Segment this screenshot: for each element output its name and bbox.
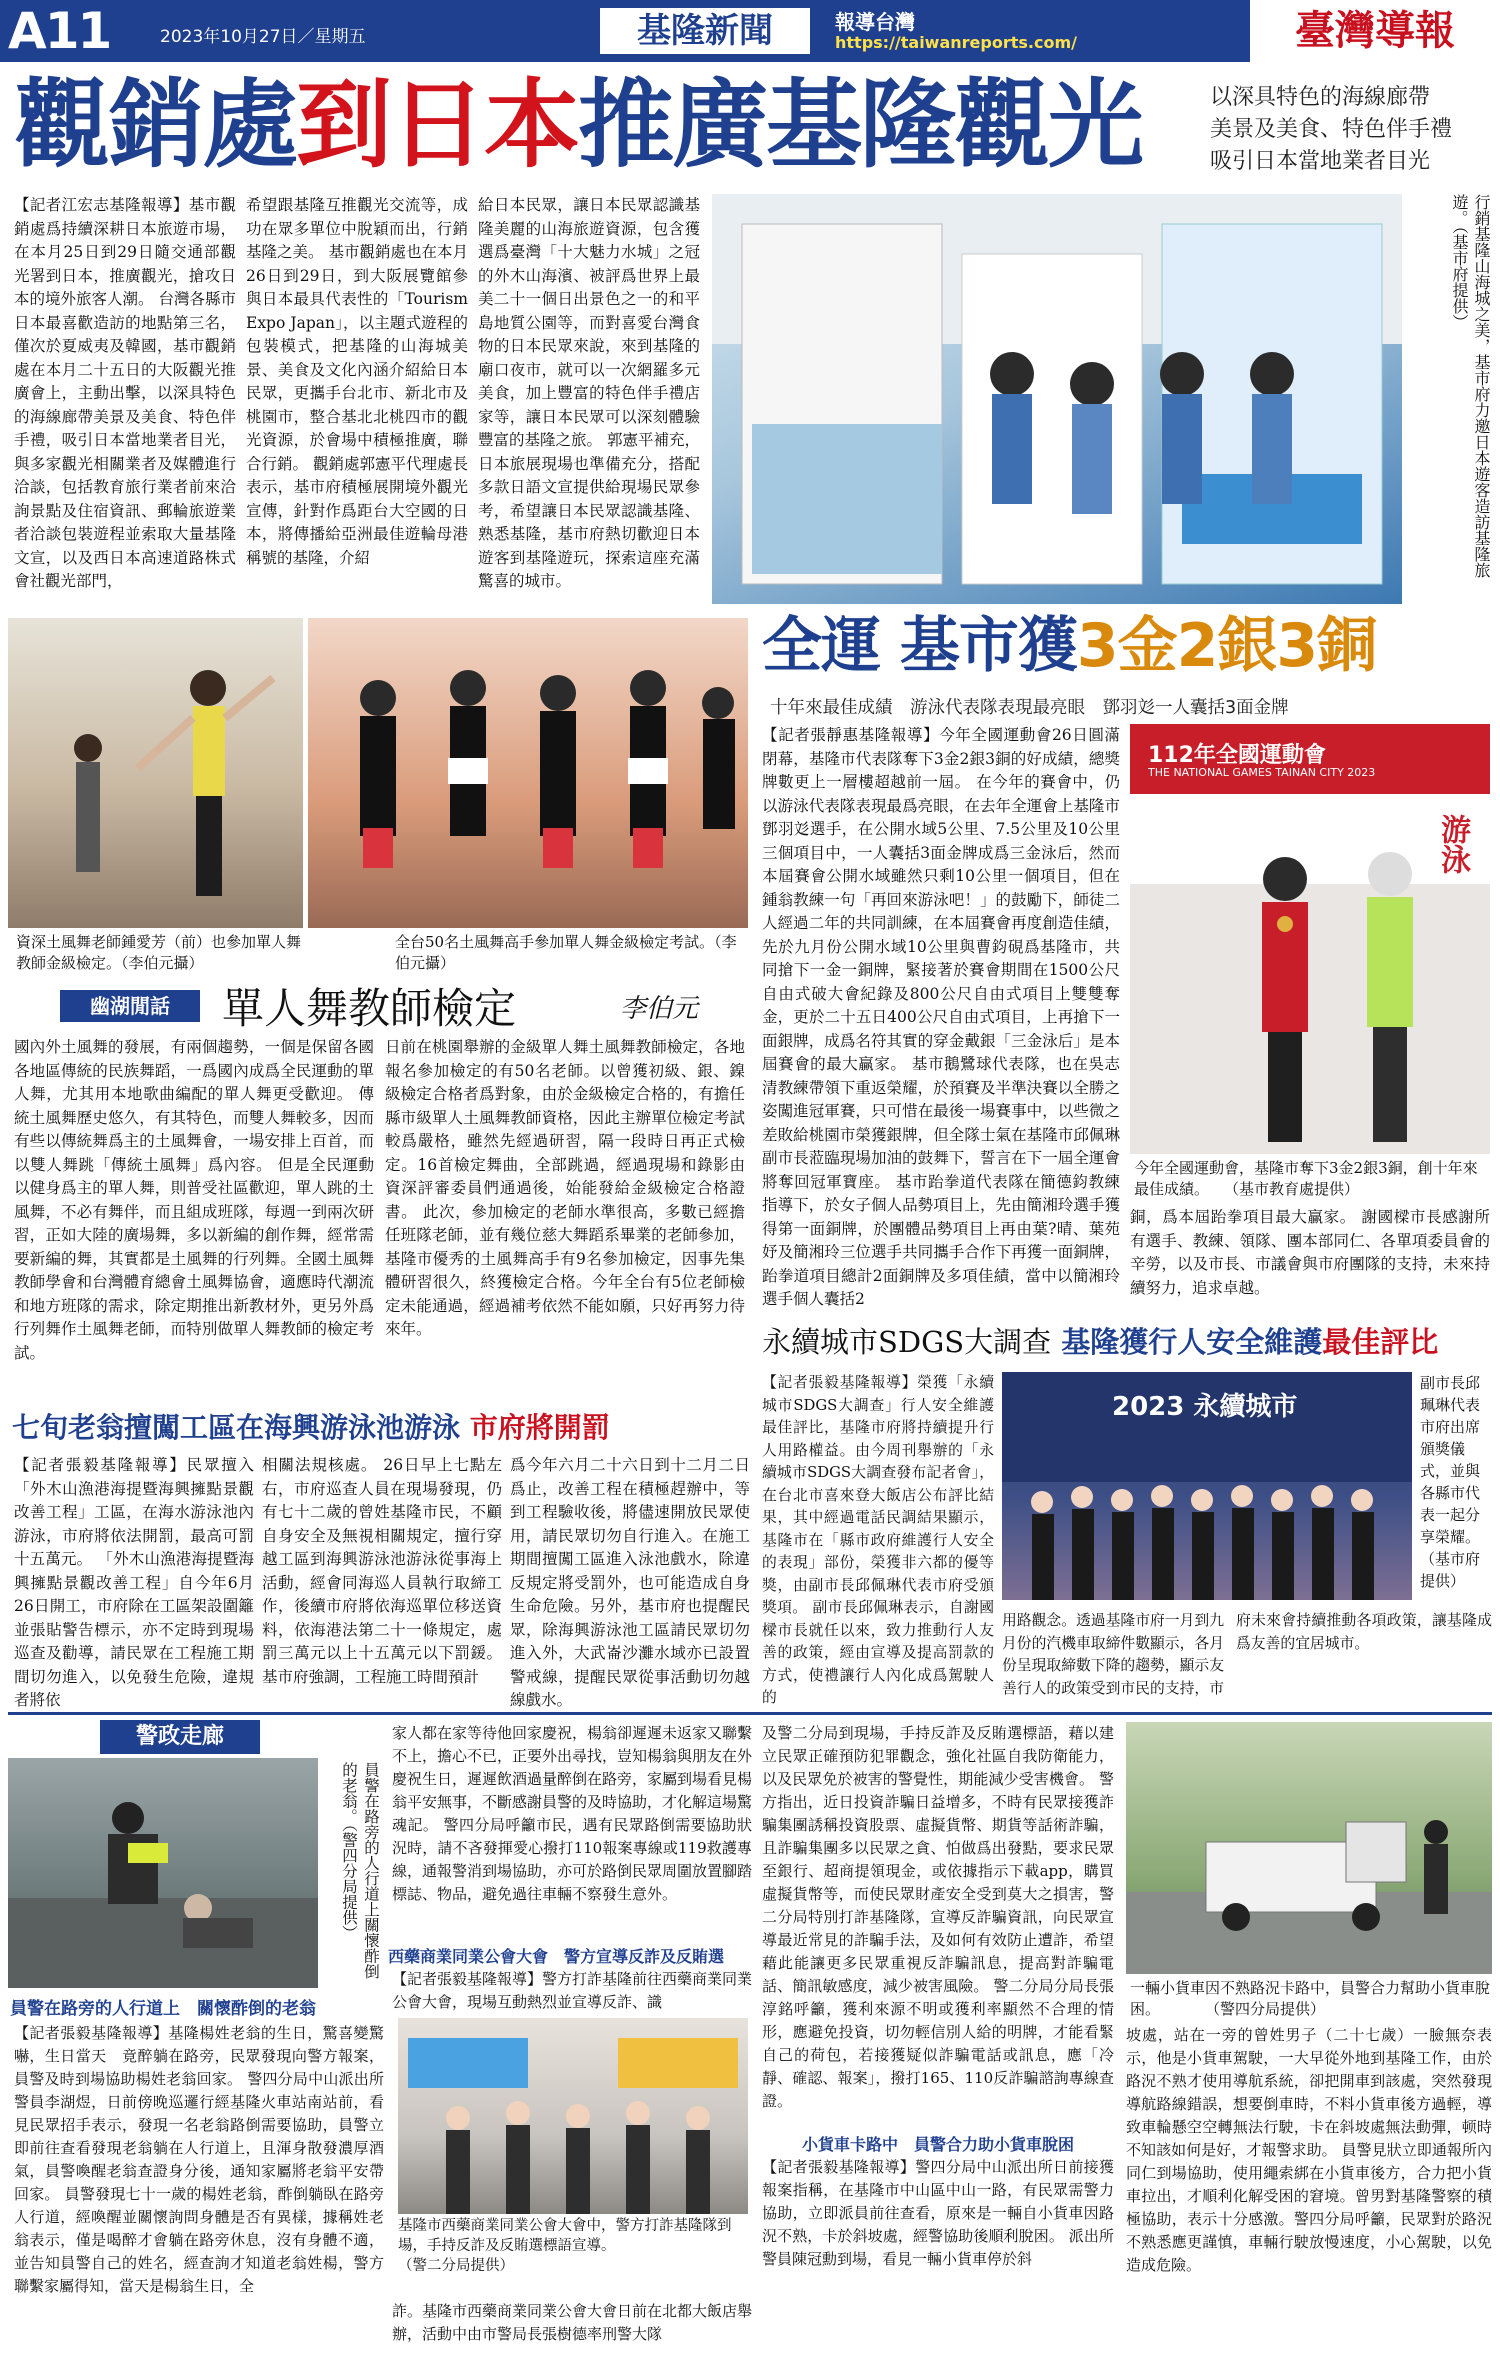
police-story3-headline: 小貨車卡路中 員警合力助小貨車脫困 bbox=[801, 2135, 1074, 2154]
photo-truck-stuck bbox=[1126, 1722, 1492, 1974]
author-signature: 李伯元 bbox=[620, 994, 699, 1024]
dance-headline: 單人舞教師檢定 bbox=[222, 984, 517, 1033]
police-story2-tail: 詐。基隆市西藥商業同業公會大會日前在北都大飯店舉辦，活動中由市警局長張樹德率刑警大隊 bbox=[392, 2302, 753, 2343]
caption-truck-stuck: 一輛小貨車因不熟路況卡路中，員警合力幫助小貨車脫困。 （警四分局提供） bbox=[1130, 1979, 1491, 2018]
pool-column-2: 相關法規核處。 26日早上七點左右，市府巡查人員在現場發現，仍有七十二歲的曾姓基隆市民，不顧自身安全及無視相關規定，擅行穿越工區到海興游泳池游泳從事海上活動，經會同海巡人員執行取締工作，後續市府將依海巡單位移送資料，依海港法第二十一條規定，處罰三萬元以上十五萬元以下罰鍰。 基市府強調，工程施工時間預計 bbox=[262, 1456, 502, 1686]
sdgs-title-part-3: 最佳評比 bbox=[1322, 1325, 1439, 1359]
story1-column-2: 希望跟基隆互推觀光交流等，成功在眾多單位中脫穎而出，行銷基隆之美。 基市觀銷處也在本月26日到29日，到大阪展覽館參與日本最具代表性的「Tourism Expo Japan」，以主題式遊程的包裝模式，把基隆的山海城美景、美食及文化內涵介紹給日本民眾，更攜手台北市、新北市及桃園市，整合基北北桃四市的觀光資源，於會場中積極推廣，聯合行銷。 觀銷處郭憲平代理處長表示，基市府積極展開境外觀光宣傳，針對作爲距台大空國的日本，將傳播給亞洲最佳遊輪母港稱號的基隆，介紹 bbox=[246, 196, 468, 567]
games-column-1: 【記者張靜惠基隆報導】今年全國運動會26日圓滿閉幕，基隆市代表隊奪下3金2銀3銅的好成績，總獎牌數更上一層樓超越前一屆。 在今年的賽會中，仍以游泳代表隊表現最爲亮眼，在去年全運會上基隆市鄧羽彣選手，在公開水域5公里、7.5公里及10公里三個項目中，一人囊括3面金牌成爲三金泳后，然而本屆賽會公開水域雖然只剩10公里一個項目，但在鍾翁教練一句「再回來游泳吧！」的鼓勵下，師徒二人經過二年的共同訓練，在本屆賽會再度創造佳績，先於九月份公開水域10公里與曹鈞硯爲基隆市，共同搶下一金一銅牌，緊接著於賽會期間在1500公尺自由式破大會紀錄及800公尺自由式項目上雙雙奪金，更於二十五日400公尺自由式項目，上再搶下一面銀牌，成爲名符其實的穿金戴銀「三金泳后」是本屆賽會的最大贏家。 基市鵝鷺球代表隊，也在吳志清教練帶領下重返榮耀，於預賽及半準決賽以全勝之姿闖進冠軍賽，只可惜在最後一場賽事中，以些微之差敗給桃園市榮獲銀牌，但全隊士氣在基隆市邱佩琳副市長蒞臨現場加油的鼓舞下，誓言在下一屆全運會將奪回冠軍寶座。 基市跆拳道代表隊在簡德鈞教練指導下，於女子個人品勢項目上，先由簡湘玲選手獲得第一面銅牌，於團體品勢項目上再由葉?晴、葉苑妤及簡湘玲三位選手共同攜手合作下再獲一面銅牌，跆拳道項目總計2面銅牌及多項佳績，當中以簡湘玲選手個人囊括2 bbox=[762, 726, 1120, 1308]
police-story1-headline: 員警在路旁的人行道上 關懷酢倒的老翁 bbox=[10, 1999, 316, 2019]
sdgs-column-3: 府未來會持續推動各項政策，讓基隆成爲友善的宜居城市。 bbox=[1236, 1612, 1492, 1652]
sdgs-title-part-2: 基隆獲行人安全維護 bbox=[1061, 1325, 1323, 1359]
caption-sdgs: 副市長邱珮琳代表市府出席頒獎儀式，並與各縣市代表一起分享榮耀。（基市府提供） bbox=[1420, 1374, 1481, 1590]
newspaper-logo: 臺灣導報 bbox=[1250, 0, 1500, 62]
headline-part-1: 觀銷處 bbox=[14, 69, 296, 181]
games-title-medals: 3金2銀3銅 bbox=[1076, 611, 1377, 681]
dance-group-illustration bbox=[308, 618, 748, 928]
caption-pharmacy-meeting: 基隆市西藥商業同業公會大會中，警方打詐基隆隊到場，手持反詐及反賄選標語宣導。 （警二分局提供） bbox=[398, 2218, 754, 2274]
paper-url[interactable]: https://taiwanreports.com/ bbox=[835, 33, 1077, 52]
games-headline bbox=[762, 604, 1376, 688]
booth-illustration bbox=[712, 194, 1402, 604]
sdgs-title-part-1: 永續城市SDGS大調查 bbox=[762, 1325, 1052, 1359]
games-title-part-1: 全運 bbox=[762, 611, 880, 681]
sdgs-column-1: 【記者張毅基隆報導】榮獲「永續城市SDGS大調查」行人安全維護最佳評比，基隆市府將持續提升行人用路權益。由今周刊舉辦的「永續城市SDGS大調查發布記者會」，在台北市喜來登大飯店公布評比結果，其中經過電話民調結果顯示，基隆市在「縣市政府維護行人安全的表現」部份，榮獲非六都的優等獎，由副市長邱佩琳代表市府受頒獎項。 副市長邱佩琳表示，自謝國樑市長就任以來，致力推動行人友善的政策，經由宣導及提高罰款的方式，使禮讓行人內化成爲駕駛人的 bbox=[762, 1374, 994, 1706]
police-elder-illustration bbox=[8, 1758, 318, 1988]
photo-sdgs-ceremony bbox=[1002, 1372, 1412, 1600]
games-photo-banner: 112年全國運動會 bbox=[1148, 743, 1326, 768]
dancer-illustration bbox=[8, 618, 303, 928]
caption-tourism: 行銷基隆山海城之美，基市府力邀日本遊客造訪基隆旅遊。（基市府提供） bbox=[1450, 194, 1491, 578]
paper-name: 報導台灣 bbox=[835, 10, 915, 34]
story1-column-3: 給日本民眾，讓日本民眾認識基隆美麗的山海旅遊資源，包含獲選爲臺灣「十大魅力水城」之冠的外木山海濱、被評爲世界上最美二十一個日出景色之一的和平島地質公園等，而對喜愛台灣食物的日本民眾來說，來到基隆的廟口夜市，就可以一次網羅多元美食，加上豐富的特色伴手禮店家等，讓日本民眾可以深刻體驗豐富的基隆之旅。 郭憲平補充，日本旅展現場也準備充分，搭配多款日語文宣提供給現場民眾參考，希望讓日本民眾認識基隆、熟悉基隆，基市府熱切歡迎日本遊客到基隆遊玩，探索這座充滿驚喜的城市。 bbox=[478, 196, 700, 590]
headline-part-3: 推廣基隆觀光 bbox=[578, 69, 1142, 181]
sdgs-photo-banner: 2023 永續城市 bbox=[1112, 1392, 1298, 1422]
deck-line-2: 美景及美食、特色伴手禮 bbox=[1210, 117, 1453, 142]
police-section-tag: 警政走廊 bbox=[100, 1720, 260, 1754]
police-story2-headline: 西藥商業同業公會大會 警方宣導反詐及反賄選 bbox=[388, 1947, 725, 1966]
photo-dance-teacher bbox=[8, 618, 303, 928]
police-story2-intro: 【記者張毅基隆報導】警方打詐基隆前往西藥商業同業公會大會，現場互動熱烈並宣導反詐、識 bbox=[392, 1970, 753, 2011]
story1-column-1: 【記者江宏志基隆報導】基市觀銷處爲持續深耕日本旅遊市場，在本月25日到29日隨交通部觀光署到日本，推廣觀光，搶攻日本的境外旅客人潮。 台灣各縣市日本最喜歡造訪的地點第三名，僅次於夏威夷及韓國，基市觀銷處在本月二十五日的大阪觀光推廣會上，主動出擊，以深具特色的海線廊帶美景及美食、特色伴手禮，吸引日本當地業者目光，與多家觀光相關業者及媒體進行洽談，包括教育旅行業者前來洽詢景點及住宿資訊、郵輪旅遊業者洽談包裝遊程並索取大量基隆文宣，以及西日本高速道路株式會社觀光部門， bbox=[14, 196, 236, 590]
caption-dance-group: 全台50名土風舞高手參加單人舞金級檢定考試。（李伯元攝） bbox=[395, 933, 737, 972]
pool-title-part-2: 市府將開罰 bbox=[469, 1411, 610, 1444]
issue-date: 2023年10月27日／星期五 bbox=[160, 27, 366, 47]
page-number: A11 bbox=[8, 2, 111, 60]
caption-dance-teacher: 資深土風舞老師鍾愛芳（前）也參加單人舞教師金級檢定。（李伯元攝） bbox=[16, 933, 302, 972]
games-column-2: 銅，爲本屆跆拳項目最大贏家。 謝國樑市長感謝所有選手、教練、領隊、團本部同仁、各單項委員會的辛勞，以及市長、市議會與市府團隊的支持，未來持續努力，追求卓越。 bbox=[1130, 1208, 1490, 1297]
police-story1-column-2: 家人都在家等待他回家慶祝，楊翁卻遲遲未返家又聯繫不上，擔心不已，正要外出尋找，豈知楊翁與朋友在外慶祝生日，遲遲飲酒過量醉倒在路旁，家屬到場看見楊翁平安無事，不斷感謝員警的及時協助，才化解這場驚魂記。 警四分局呼籲市民，遇有民眾路倒需要協助狀況時，請不吝發揮愛心撥打110報案專線或119救護專線，通報警消到場協助，亦可於路倒民眾周圍放置腳踏標誌、物品，避免過往車輛不察發生意外。 bbox=[392, 1724, 753, 1903]
photo-tourism-booth bbox=[712, 194, 1402, 604]
games-photo-subtitle: THE NATIONAL GAMES TAINAN CITY 2023 bbox=[1148, 766, 1376, 779]
games-title-part-2: 基市獲 bbox=[899, 611, 1077, 681]
pharmacy-illustration bbox=[398, 2018, 748, 2214]
police-story3-column-2: 坡處，站在一旁的曾姓男子（二十七歲）一臉無奈表示，他是小貨車駕駛，一大早從外地到基隆工作，由於路況不熟才使用導航系統，卻把開車到該處，突然發現導航路線錯誤，想要倒車時，不料小貨車後方過輕，導致車輪懸空空轉無法行駛，卡在斜坡處無法動彈，顿時不知該如何是好，才報警求助。 員警見狀立即通報所內同仁到場協助，使用繩索綁在小貨車後方，合力把小貨車拉出，才順利化解受困的窘境。曾男對基隆警察的積極協助，表示十分感激。警四分局呼籲，民眾對於路況不熟悉應更謹慎，車輛行駛放慢速度，小心駕駛，以免造成危險。 bbox=[1126, 2026, 1492, 2274]
games-illustration bbox=[1130, 724, 1490, 1154]
games-subhead: 十年來最佳成績 游泳代表隊表現最亮眼 鄧羽彣一人囊括3面金牌 bbox=[770, 698, 1289, 718]
photo-dance-group bbox=[308, 618, 748, 928]
dance-column-1: 國內外土風舞的發展，有兩個趨勢，一個是保留各國各地區傳統的民族舞蹈，一爲國內成爲全民運動的單人舞，尤其用本地歌曲編配的單人舞更受歡迎。 傳統土風舞歷史悠久，有其特色，而雙人舞較多，因而有些以傳統舞爲主的土風舞會，一場安排上百首，而以雙人舞跳「傳統土風舞」爲內容。 但是全民運動以健身爲主的單人舞，則普受社區歡迎，單人跳的土風舞，不必有舞伴，而且組成班隊，每週一到兩次研習，正如大陸的廣場舞，多以新編的創作舞，經常需要新編的舞，其實都是土風舞的行列舞。全國土風舞教師學會和台灣體育總會土風舞協會，適應時代潮流和地方班隊的需求，除定期推出新教材外，更另外爲行列舞作土風舞老師，而特別做單人舞教師的檢定考試。 bbox=[14, 1038, 374, 1362]
dance-column-2: 日前在桃園舉辦的金級單人舞土風舞教師檢定，各地報名參加檢定的有50名老師。以曾獲初級、銀、鎳級檢定合格者爲對象，由於金級檢定合格的，有擔任縣市級單人土風舞教師資格，因此主辦單位檢定考試較爲嚴格，雖然先經過研習，隔一段時日再正式檢定。16首檢定舞曲，全部跳過，經過現場和錄影由資深評審委員們通過後，始能發給金級檢定合格證書。 此次，參加檢定的老師水準很高，多數已經擔任班隊老師，並有幾位慈大舞蹈系畢業的老師參加，基隆市優秀的土風舞高手有9名參加檢定，因事先集體研習很久，終獲檢定合格。今年全台有5位老師檢定未能通過，經過補考依然不能如願，只好再努力待來年。 bbox=[385, 1038, 745, 1338]
column-tag: 幽湖閒話 bbox=[60, 990, 200, 1022]
deck-line-3: 吸引日本當地業者目光 bbox=[1210, 149, 1431, 174]
photo-police-elder bbox=[8, 1758, 318, 1988]
caption-police-elder: 員警在路旁的人行道上關懷酢倒的老翁。（警四分局提供） bbox=[340, 1762, 380, 1979]
headline-part-2: 到日本 bbox=[296, 69, 578, 181]
caption-games: 今年全國運動會，基隆市奪下3金2銀3銅，創十年來最佳成績。 （基市教育處提供） bbox=[1134, 1159, 1478, 1198]
police-story1-column-1: 【記者張毅基隆報導】基隆楊姓老翁的生日，驚喜變驚嚇，生日當天 竟醉躺在路旁，民眾發現向警方報案，員警及時到場協助楊姓老翁回家。 警四分局中山派出所警員李湖煜，日前傍晚巡邏行經基隆火車站南站前，看見民眾招手表示，發現一名老翁路倒需要協助，員警立即前往查看發現老翁躺在人行道上，且渾身散發濃厚酒氣，員警喚醒老翁查證身分後，通知家屬將老翁平安帶回家。 員警發現七十一歲的楊姓老翁，酢倒躺臥在路旁人行道，經喚醒並關懷詢問身體是否有異樣，據稱姓老翁表示，僅是喝醉才會躺在路旁休息，沒有身體不適，並告知員警自己的姓名，經查詢才知道老翁姓楊，警方聯繫家屬得知，當天是楊翁生日，全 bbox=[14, 2024, 384, 2295]
police-story2-column-2: 及警二分局到現場，手持反詐及反賄選標語，藉以建立民眾正確預防犯罪觀念，強化社區自我防衛能力，以及民眾免於被害的警覺性，期能減少受害機會。 警方指出，近日投資詐騙日益增多，不時有民眾接獲詐騙集團誘稱投資股票、虛擬貨幣、期貨等話術詐騙，且詐騙集團多以民眾之貪、怕做爲出發點，要求民眾至銀行、超商提領現金，或依據指示下載app，購買虛擬貨幣等，而使民眾財產安全受到莫大之損害，警二分局特別打詐基隆隊，宣導反詐騙資訊，向民眾宣導最近常見的詐騙手法，及如何有效防止遭詐，希望藉此能讓更多民眾重視反詐騙訊息，提高對詐騙電話、簡訊敏感度，減少被害風險。 警二分局分局長張淳銘呼籲，獲利來源不明或獲利率顯然不合理的情形，應避免投資，切勿輕信別人給的明牌，才能看緊自己的荷包，若接獲疑似詐騙電話或訊息，應「冷靜、確認、報案」，撥打165、110反詐騙諮詢專線查證。 bbox=[762, 1724, 1114, 2110]
pool-headline bbox=[12, 1408, 610, 1448]
games-photo-word: 游泳 bbox=[1435, 814, 1470, 874]
pool-column-1: 【記者張毅基隆報導】民眾擅入「外木山漁港海提暨海興擁點景觀改善工程」工區，在海水游泳池內游泳，市府將依法開罰，最高可罰十五萬元。 「外木山漁港海提暨海興擁點景觀改善工程」自今年6月26日開工，市府除在工區架設圍籬並張貼警告標示，亦不定時到現場巡查及勸導，請民眾在工程施工期間切勿進入，以免發生危險，違規者將依 bbox=[14, 1456, 254, 1709]
sdgs-headline bbox=[762, 1318, 1438, 1366]
sdgs-column-2: 用路觀念。透過基隆市府一月到九月份的汽機車取締件數顯示，各月份呈現取締數下降的趨勢，顯示友善行人的政策受到市民的支持，市 bbox=[1002, 1612, 1224, 1697]
pool-title-part-1: 七旬老翁擅闖工區在海興游泳池游泳 bbox=[12, 1411, 461, 1444]
deck-line-1: 以深具特色的海線廊帶 bbox=[1210, 85, 1431, 110]
police-story3-column-1: 【記者張毅基隆報導】警四分局中山派出所日前接獲報案指稱，在基隆市中山區中山一路，有民眾需警力協助，立即派員前往查看，原來是一輛自小貨車因路況不熟，卡於斜坡處，經警協助後順利脫困。 派出所警員陳冠勳到場，看見一輛小貨車停於斜 bbox=[762, 2158, 1114, 2268]
section-rule bbox=[8, 1712, 1492, 1715]
photo-pharmacy-meeting bbox=[398, 2018, 748, 2214]
truck-illustration bbox=[1126, 1722, 1492, 1974]
section-title: 基隆新聞 bbox=[600, 8, 810, 54]
headline-tourism bbox=[14, 70, 1142, 180]
pool-column-3: 爲今年六月二十六日到十二月二日爲止，改善工程在積極趕辦中，等到工程驗收後，將儘速開放民眾使用，請民眾切勿自行進入。在施工期間擅闖工區進入泳池戲水，除違反規定將受罰外，也可能造成自身生命危險。另外，基市府也提醒民眾，除海興游泳池工區請民眾切勿進入外，大武崙沙灘水域亦已設置警戒線，提醒民眾從事活動切勿越線戲水。 bbox=[510, 1456, 750, 1709]
photo-national-games bbox=[1130, 724, 1490, 1154]
